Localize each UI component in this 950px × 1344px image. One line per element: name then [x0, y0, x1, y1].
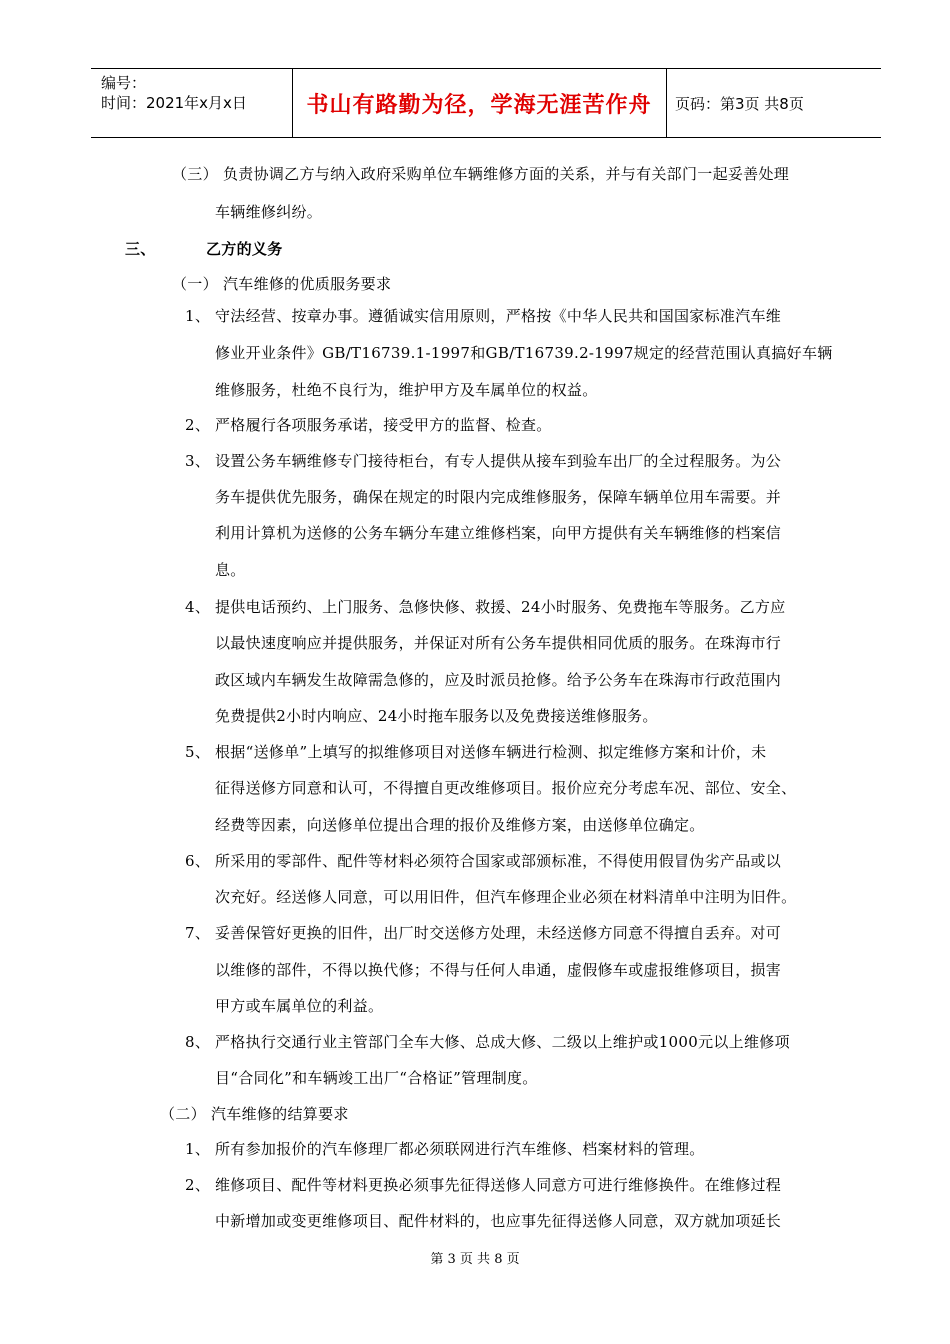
item-number: 1、: [185, 307, 211, 325]
item-line: 免费提供2小时内响应、24小时拖车服务以及免费接送维修服务。: [215, 707, 658, 725]
header-divider: [666, 69, 667, 137]
item-number: 1、: [185, 1140, 211, 1158]
section-title: 乙方的义务: [206, 240, 283, 258]
page-footer: 第 3 页 共 8 页: [430, 1252, 520, 1267]
item-line: 以维修的部件，不得以换代修；不得与任何人串通，虚假修车或虚报维修项目，损害: [215, 961, 782, 979]
item-number: 2、: [185, 1176, 211, 1194]
subsection-title: （一） 汽车维修的优质服务要求: [172, 275, 392, 293]
item-number: 2、: [185, 416, 211, 434]
item-number: 8、: [185, 1033, 211, 1051]
item-line: 提供电话预约、上门服务、急修快修、救援、24小时服务、免费拖车等服务。乙方应: [215, 598, 786, 616]
header-meta: [101, 73, 247, 113]
header-number-label: 编号：: [101, 74, 147, 92]
item-number: 5、: [185, 743, 211, 761]
section-number: 三、: [125, 240, 156, 258]
item-line: 政区域内车辆发生故障需急修的，应及时派员抢修。给予公务车在珠海市行政范围内: [215, 671, 782, 689]
item-line: 维修服务，杜绝不良行为，维护甲方及车属单位的权益。: [215, 381, 598, 399]
item-line: 征得送修方同意和认可，不得擅自更改维修项目。报价应充分考虑车况、部位、安全、: [215, 779, 797, 797]
item-line: 甲方或车属单位的利益。: [215, 997, 384, 1015]
header-time: 时间：2021年x月x日: [101, 94, 247, 112]
clause-3-line: （三） 负责协调乙方与纳入政府采购单位车辆维修方面的关系，并与有关部门一起妥善处理: [172, 165, 790, 183]
item-line: 严格执行交通行业主管部门全车大修、总成大修、二级以上维护或1000元以上维修项: [215, 1033, 790, 1051]
item-line: 根据“送修单”上填写的拟维修项目对送修车辆进行检测、拟定维修方案和计价，未: [215, 743, 767, 761]
item-number: 7、: [185, 924, 211, 942]
item-number: 3、: [185, 452, 211, 470]
item-number: 4、: [185, 598, 211, 616]
item-line: 利用计算机为送修的公务车辆分车建立维修档案，向甲方提供有关车辆维修的档案信: [215, 524, 782, 542]
document-header: [91, 68, 881, 138]
subsection-title: （二） 汽车维修的结算要求: [160, 1105, 349, 1123]
item-line: 中新增加或变更维修项目、配件材料的，也应事先征得送修人同意，双方就加项延长: [215, 1212, 782, 1230]
header-motto: 书山有路勤为径，学海无涯苦作舟: [306, 92, 652, 118]
item-line: 以最快速度响应并提供服务，并保证对所有公务车提供相同优质的服务。在珠海市行: [215, 634, 782, 652]
item-line: 维修项目、配件等材料更换必须事先征得送修人同意方可进行维修换件。在维修过程: [215, 1176, 782, 1194]
clause-3-line: 车辆维修纠纷。: [215, 203, 323, 221]
item-line: 设置公务车辆维修专门接待柜台，有专人提供从接车到验车出厂的全过程服务。为公: [215, 452, 782, 470]
item-line: 经费等因素，向送修单位提出合理的报价及维修方案，由送修单位确定。: [215, 816, 705, 834]
item-line: 所采用的零部件、配件等材料必须符合国家或部颁标准，不得使用假冒伪劣产品或以: [215, 852, 782, 870]
item-line: 严格履行各项服务承诺，接受甲方的监督、检查。: [215, 416, 552, 434]
item-line: 修业开业条件》GB/T16739.1-1997和GB/T16739.2-1997规定的经营范围认真搞好车辆: [215, 344, 833, 362]
item-line: 所有参加报价的汽车修理厂都必须联网进行汽车维修、档案材料的管理。: [215, 1140, 705, 1158]
item-line: 息。: [215, 561, 246, 579]
item-line: 守法经营、按章办事。遵循诚实信用原则，严格按《中华人民共和国国家标准汽车维: [215, 307, 782, 325]
item-line: 务车提供优先服务，确保在规定的时限内完成维修服务，保障车辆单位用车需要。并: [215, 488, 782, 506]
item-number: 6、: [185, 852, 211, 870]
header-page-info: 页码：第3页 共8页: [675, 95, 804, 113]
item-line: 次充好。经送修人同意，可以用旧件，但汽车修理企业必须在材料清单中注明为旧件。: [215, 888, 797, 906]
item-line: 目“合同化”和车辆竣工出厂“合格证”管理制度。: [215, 1069, 538, 1087]
item-line: 妥善保管好更换的旧件，出厂时交送修方处理，未经送修方同意不得擅自丢弃。对可: [215, 924, 782, 942]
